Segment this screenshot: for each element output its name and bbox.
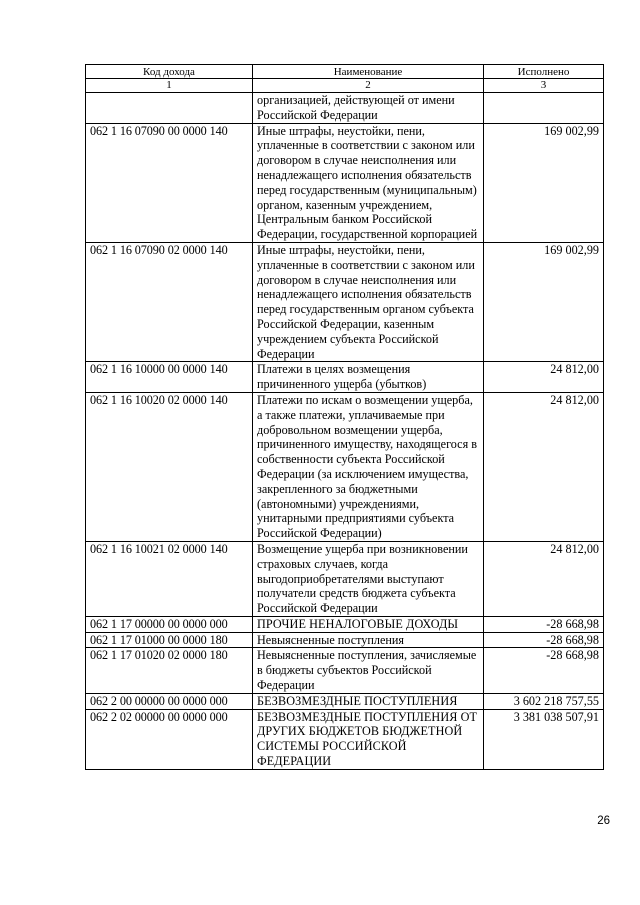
column-number-executed: 3 (484, 79, 604, 93)
table-row (86, 242, 604, 361)
row-name: БЕЗВОЗМЕЗДНЫЕ ПОСТУПЛЕНИЯ (253, 693, 484, 709)
row-name: Иные штрафы, неустойки, пени, уплаченные в соответствии с законом или договором в случае неисполнения или ненадлежащего исполнения обязательств перед государственным органом субъекта Российской Федерации, казенным учреждением субъекта Российской Федерации (253, 242, 484, 361)
row-code: 062 1 16 10000 00 0000 140 (86, 362, 253, 393)
table-row (86, 693, 604, 709)
row-name: Возмещение ущерба при возникновении страховых случаев, когда выгодоприобретателями выступают получатели средств бюджета субъекта Российской Федерации (253, 541, 484, 616)
row-amount: 24 812,00 (484, 541, 604, 616)
revenue-table (85, 64, 604, 770)
row-code: 062 1 17 01000 00 0000 180 (86, 632, 253, 648)
row-code: 062 1 17 00000 00 0000 000 (86, 616, 253, 632)
row-amount: 3 602 218 757,55 (484, 693, 604, 709)
row-name: Платежи по искам о возмещении ущерба, а также платежи, уплачиваемые при добровольном возмещении ущерба, причиненного имуществу, находящегося в собственности субъекта Российской Федерации (за исключением имущества, закрепленного за бюджетными (автономными) учреждениями, унитарными предприятиями субъекта Российской Федерации) (253, 392, 484, 541)
header-code: Код дохода (86, 65, 253, 79)
table-row (86, 648, 604, 693)
table-row (86, 93, 604, 124)
row-amount: 3 381 038 507,91 (484, 709, 604, 769)
row-code (86, 93, 253, 124)
row-amount: 169 002,99 (484, 123, 604, 242)
row-code: 062 1 16 10020 02 0000 140 (86, 392, 253, 541)
page-number: 26 (597, 815, 610, 827)
table-row (86, 392, 604, 541)
row-amount: 24 812,00 (484, 362, 604, 393)
header-name: Наименование (253, 65, 484, 79)
row-name: Платежи в целях возмещения причиненного ущерба (убытков) (253, 362, 484, 393)
table-row (86, 616, 604, 632)
table-row (86, 541, 604, 616)
table-body (86, 93, 604, 770)
row-name: БЕЗВОЗМЕЗДНЫЕ ПОСТУПЛЕНИЯ ОТ ДРУГИХ БЮДЖЕТОВ БЮДЖЕТНОЙ СИСТЕМЫ РОССИЙСКОЙ ФЕДЕРАЦИИ (253, 709, 484, 769)
row-amount: -28 668,98 (484, 648, 604, 693)
row-amount: -28 668,98 (484, 616, 604, 632)
row-name: Иные штрафы, неустойки, пени, уплаченные в соответствии с законом или договором в случае неисполнения или ненадлежащего исполнения обязательств перед государственным (муниципальным) органом, казенным учреждением, Центральным банком Российской Федерации, государственной корпорацией (253, 123, 484, 242)
header-executed: Исполнено (484, 65, 604, 79)
row-name: ПРОЧИЕ НЕНАЛОГОВЫЕ ДОХОДЫ (253, 616, 484, 632)
row-code: 062 2 00 00000 00 0000 000 (86, 693, 253, 709)
row-amount: 24 812,00 (484, 392, 604, 541)
table-header (86, 65, 604, 93)
table-row (86, 123, 604, 242)
row-amount: -28 668,98 (484, 632, 604, 648)
row-amount: 169 002,99 (484, 242, 604, 361)
row-code: 062 1 17 01020 02 0000 180 (86, 648, 253, 693)
column-number-name: 2 (253, 79, 484, 93)
table-row (86, 632, 604, 648)
table-row (86, 362, 604, 393)
row-amount (484, 93, 604, 124)
row-name: Невыясненные поступления, зачисляемые в бюджеты субъектов Российской Федерации (253, 648, 484, 693)
column-number-code: 1 (86, 79, 253, 93)
row-code: 062 1 16 10021 02 0000 140 (86, 541, 253, 616)
column-number-row (86, 79, 604, 93)
row-code: 062 1 16 07090 02 0000 140 (86, 242, 253, 361)
row-code: 062 2 02 00000 00 0000 000 (86, 709, 253, 769)
row-code: 062 1 16 07090 00 0000 140 (86, 123, 253, 242)
row-name: Невыясненные поступления (253, 632, 484, 648)
row-name: организацией, действующей от имени Российской Федерации (253, 93, 484, 124)
table-row (86, 709, 604, 769)
header-row (86, 65, 604, 79)
